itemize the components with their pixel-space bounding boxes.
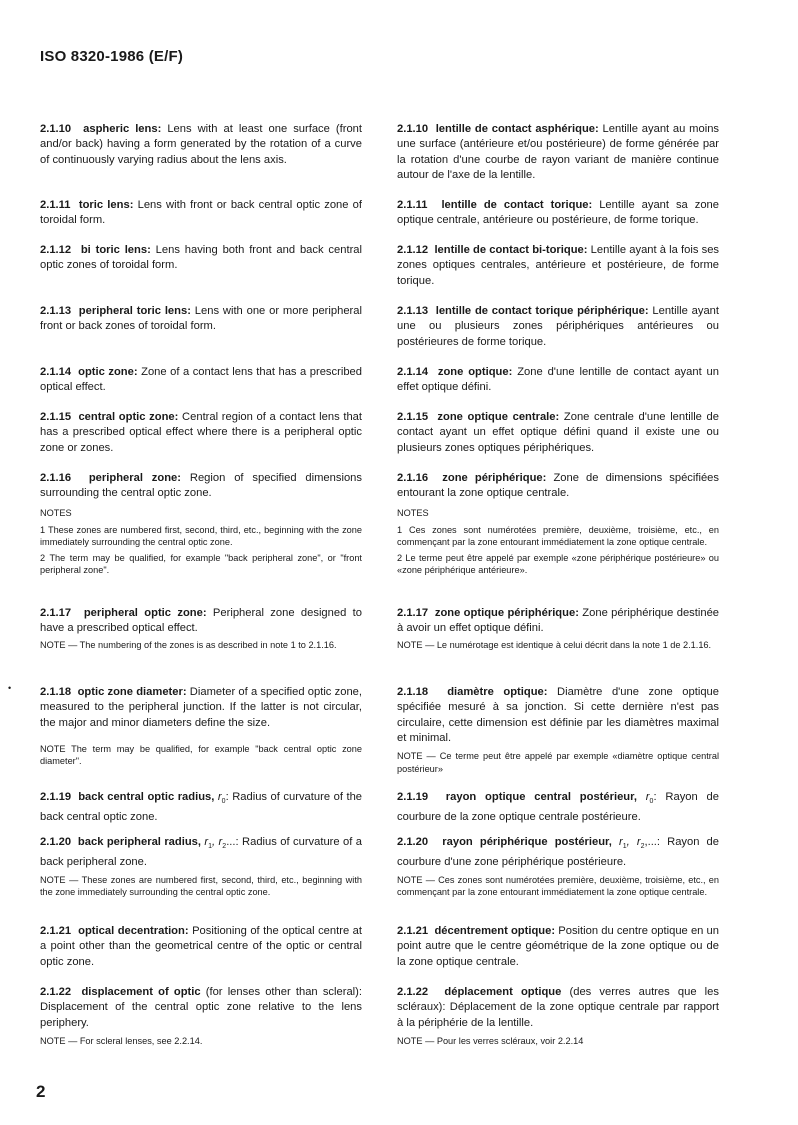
note-1: 1 Ces zones sont numérotées première, deuxième, troisième, etc., en commençant par la zone entourant immédiatement la zone optique centrale.	[397, 524, 719, 548]
note: NOTE — These zones are numbered first, second, third, etc., beginning with the zone immediately surrounding the central optic zone.	[40, 874, 362, 898]
definition-2-1-11-en: 2.1.11 toric lens: Lens with front or back central optic zone of toroidal form.	[40, 199, 362, 227]
definition-2-1-10-en: 2.1.10 aspheric lens: Lens with at least one surface (front and/or back) having a form generated by the rotation of a curve of continuously varying radius about the lens axis.	[40, 123, 363, 166]
note-2: 2 Le terme peut être appelé par exemple «zone périphérique postérieure» ou «zone périphérique antérieure».	[397, 552, 719, 576]
definition-2-1-20-fr: 2.1.20 rayon périphérique postérieur, $r_1$, $r_2$,...: Rayon de courbure d'une zone périphérique postérieure. NOTE — Ces zones sont numérotées première, deuxième, troisième, etc., en commençant par la zone entourant immédiatement la zone optique centrale.	[397, 836, 719, 898]
definition-2-1-13-en: 2.1.13 peripheral toric lens: Lens with one or more peripheral front or back zones of toroidal form.	[40, 305, 362, 333]
note: NOTE — Le numérotage est identique à celui décrit dans la note 1 de 2.1.16.	[397, 639, 712, 650]
definition-2-1-16-en: 2.1.16 peripheral zone: Region of specified dimensions surrounding the central optic zone. NOTES 1 These zones are numbered first, second, third, etc., beginning with the zone immediately surrounding the central optic zone. 2 The term may be qualified, for example "back peripheral zone", or "front peripheral zone".	[40, 472, 362, 576]
definition-2-1-18-fr: 2.1.18 diamètre optique: Diamètre d'une zone optique spécifiée mesuré à sa jonction. Si cette dernière n'est pas circulaire, cette dimension est définie par les diamètres maximal et minimal. NOTE — Ce terme peut être appelé par exemple «diamètre optique central postérieur»	[397, 686, 720, 774]
definition-2-1-14-fr: 2.1.14 zone optique: Zone d'une lentille de contact ayant un effet optique défini.	[397, 366, 720, 394]
note: NOTE — Pour les verres scléraux, voir 2.2.14	[397, 1035, 584, 1046]
note: NOTE — Ce terme peut être appelé par exemple «diamètre optique central postérieur»	[397, 751, 719, 774]
note-2: 2 The term may be qualified, for example "back peripheral zone", or "front peripheral zone".	[40, 552, 362, 576]
definition-2-1-19-fr: 2.1.19 rayon optique central postérieur, $r_0$: Rayon de courbure de la zone optique centrale postérieure.	[397, 791, 719, 823]
note: NOTE — The numbering of the zones is as described in note 1 to 2.1.16.	[40, 639, 337, 650]
definition-2-1-10-fr: 2.1.10 lentille de contact asphérique: Lentille ayant au moins une surface (antérieure et/ou postérieure) de forme générée par la rotation d'une courbe de rayon variant de manière continue autour de l'axe de la lentille.	[397, 123, 720, 181]
definition-2-1-12-en: 2.1.12 bi toric lens: Lens having both front and back central optic zones of toroidal form.	[40, 244, 363, 272]
notes-heading: NOTES	[397, 507, 429, 518]
definition-2-1-15-fr: 2.1.15 zone optique centrale: Zone centrale d'une lentille de contact ayant un effet optique défini quand il existe une ou plusieurs zones optiques périphériques.	[397, 411, 720, 454]
definition-2-1-16-fr: 2.1.16 zone périphérique: Zone de dimensions spécifiées entourant la zone optique centrale. NOTES 1 Ces zones sont numérotées première, deuxième, troisième, etc., en commençant par la zone entourant immédiatement la zone optique centrale. 2 Le terme peut être appelé par exemple «zone périphérique postérieure» ou «zone périphérique antérieure».	[397, 472, 720, 576]
definition-2-1-21-fr: 2.1.21 décentrement optique: Position du centre optique en un point autre que le centre géométrique de la zone optique ou de la zone optique centrale.	[397, 925, 719, 968]
definition-2-1-20-en: 2.1.20 back peripheral radius, $r_1$, $r_2$...: Radius of curvature of a back peripheral zone. NOTE — These zones are numbered first, second, third, etc., beginning with the zone immediately surrounding the central optic zone.	[40, 836, 362, 898]
definition-2-1-22-en: 2.1.22 displacement of optic (for lenses other than scleral): Displacement of the central optic zone relative to the lens periphery. NOTE — For scleral lenses, see 2.2.14.	[40, 986, 362, 1046]
notes-heading: NOTES	[40, 507, 72, 518]
definition-2-1-14-en: 2.1.14 optic zone: Zone of a contact lens that has a prescribed optical effect.	[40, 366, 362, 394]
definition-2-1-22-fr: 2.1.22 déplacement optique (des verres autres que les scléraux): Déplacement de la zone optique centrale par rapport à la périphérie de la lentille. NOTE — Pour les verres scléraux, voir 2.2.14	[397, 986, 719, 1046]
definition-2-1-21-en: 2.1.21 optical decentration: Positioning of the optical centre at a point other than the geometrical centre of the optic or central optic zone.	[40, 925, 363, 968]
definition-2-1-19-en: 2.1.19 back central optic radius, $r_0$: Radius of curvature of the back central optic zone.	[40, 791, 363, 823]
definition-2-1-15-en: 2.1.15 central optic zone: Central region of a contact lens that has a prescribed optical effect where there is a peripheral optic zone or zones.	[40, 411, 362, 454]
definition-2-1-12-fr: 2.1.12 lentille de contact bi-torique: Lentille ayant à la fois ses zones optiques centrales, antérieure et postérieure, de forme torique.	[397, 244, 720, 287]
note: NOTE The term may be qualified, for example "back central optic zone diameter".	[40, 743, 362, 767]
definition-2-1-17-fr: 2.1.17 zone optique périphérique: Zone périphérique destinée à avoir un effet optique défini. NOTE — Le numérotage est identique à celui décrit dans la note 1 de 2.1.16.	[397, 607, 720, 650]
note: NOTE — Ces zones sont numérotées première, deuxième, troisième, etc., en commençant par la zone entourant immédiatement la zone optique centrale.	[397, 874, 719, 898]
margin-mark: •	[8, 683, 12, 693]
definition-2-1-11-fr: 2.1.11 lentille de contact torique: Lentille ayant sa zone optique centrale, antérieure ou postérieure, de forme torique.	[397, 199, 719, 227]
note: NOTE — For scleral lenses, see 2.2.14.	[40, 1035, 203, 1046]
document-header: ISO 8320-1986 (E/F)	[40, 48, 184, 65]
definition-2-1-17-en: 2.1.17 peripheral optic zone: Peripheral zone designed to have a prescribed optical effect. NOTE — The numbering of the zones is as described in note 1 to 2.1.16.	[40, 607, 362, 650]
definition-2-1-18-en: 2.1.18 optic zone diameter: Diameter of a specified optic zone, measured to the peripheral junction. If the latter is not circular, the major and minor diameters define the size. NOTE The term may be qualified, for example "back central optic zone diameter".	[40, 686, 362, 767]
page-number: 2	[36, 1082, 46, 1101]
note-1: 1 These zones are numbered first, second, third, etc., beginning with the zone immediately surrounding the central optic zone.	[40, 524, 362, 548]
definition-2-1-13-fr: 2.1.13 lentille de contact torique périphérique: Lentille ayant une ou plusieurs zones périphériques antérieures ou postérieures de forme torique.	[397, 305, 720, 348]
